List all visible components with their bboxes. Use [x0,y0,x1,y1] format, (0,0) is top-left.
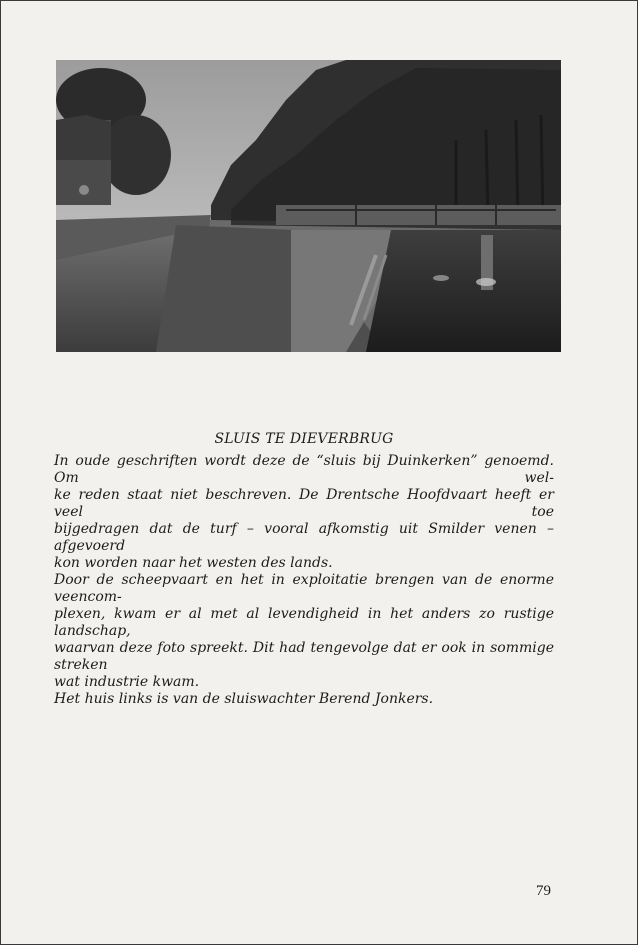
paragraph-3-line: Het huis links is van de sluiswachter Berend Jonkers. [54,691,434,707]
paragraph-2-line: Door de scheepvaart en het in exploitatie brengen van de enorme veencom- [54,572,554,605]
paragraph-1 [54,453,554,572]
canal-lock-photo [56,60,561,352]
paragraph-3 [54,691,554,708]
paragraph-2-line: waarvan deze foto spreekt. Dit had tengevolge dat er ook in sommige streken [54,640,554,673]
paragraph-1-line: ke reden staat niet beschreven. De Drentsche Hoofdvaart heeft er veel toe [54,487,554,520]
paragraph-1-line: In oude geschriften wordt deze de “sluis bij Duinkerken” genoemd. Om wel- [54,453,554,486]
paragraph-1-line: bijgedragen dat de turf – vooral afkomstig uit Smilder venen – afgevoerd [54,521,554,554]
paragraph-2 [54,572,554,691]
paragraph-1-line: kon worden naar het westen des lands. [54,555,333,571]
page-number: 79 [536,883,551,899]
article [54,431,554,708]
paragraph-2-line: wat industrie kwam. [54,674,200,690]
landscape-photo-icon [56,60,561,352]
article-title: SLUIS TE DIEVERBRUG [214,431,394,447]
paragraph-2-line: plexen, kwam er al met al levendigheid in het anders zo rustige landschap, [54,606,554,639]
